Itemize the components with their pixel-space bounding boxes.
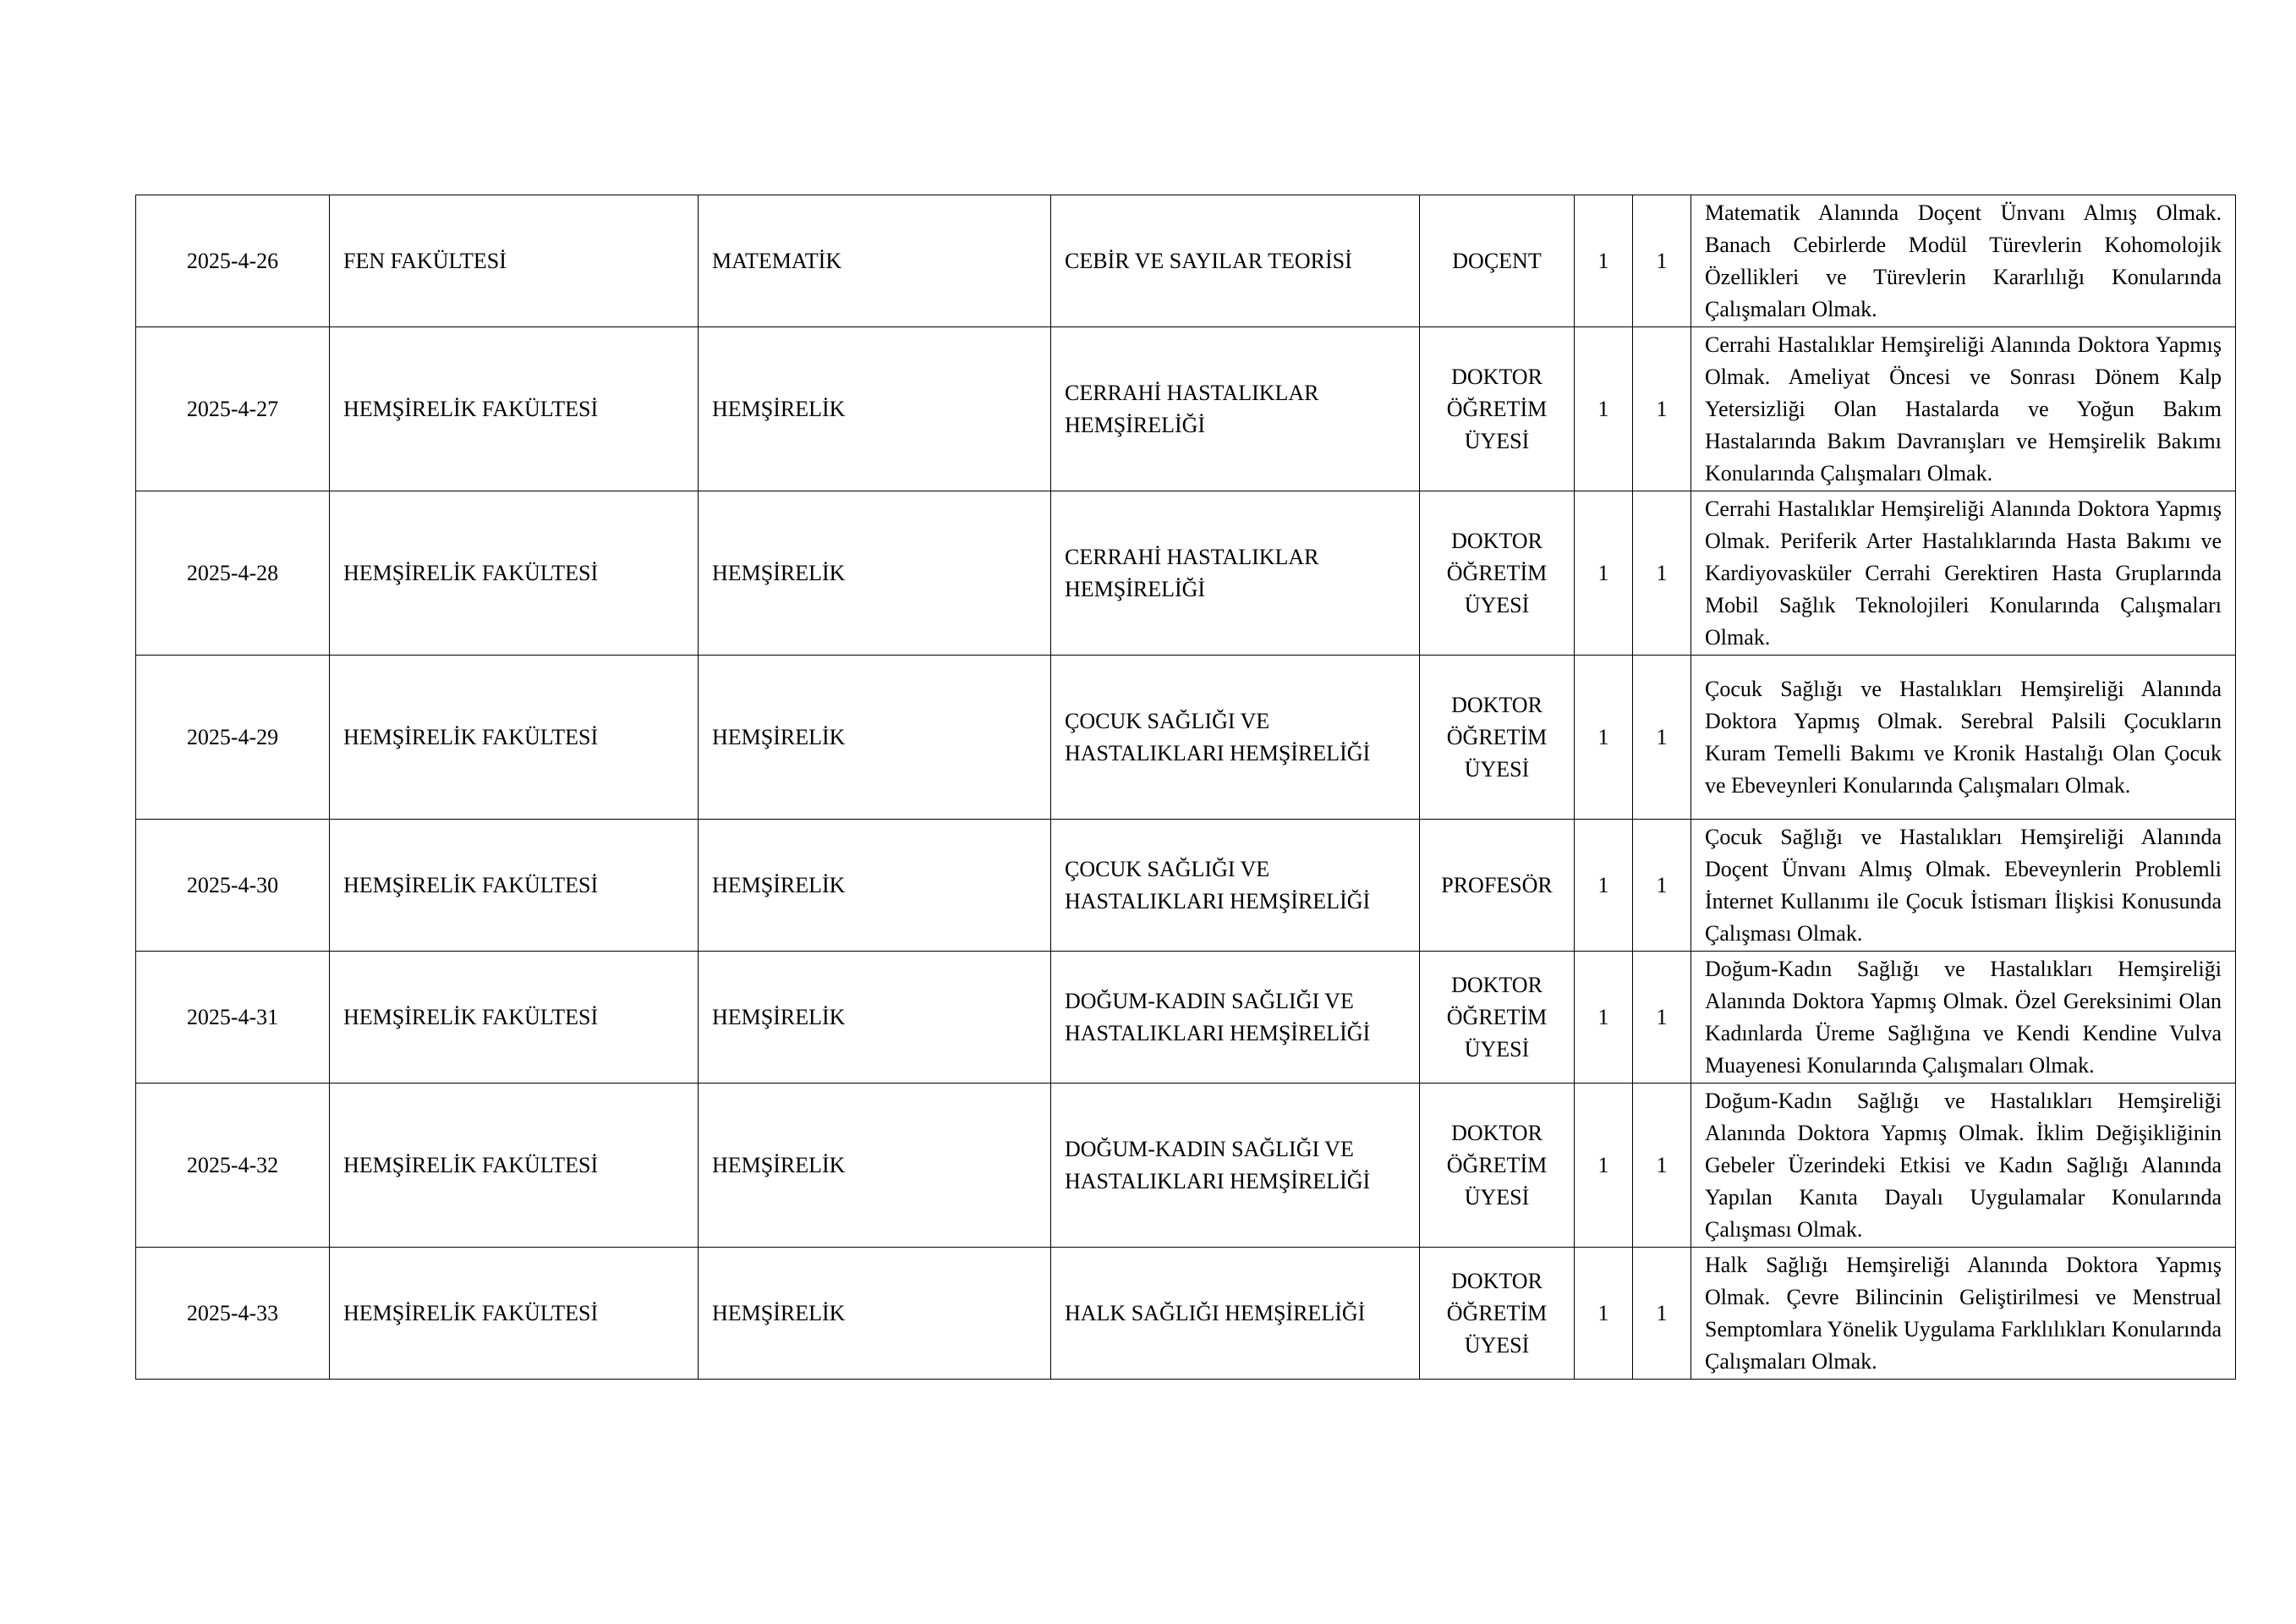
academic-title: DOÇENT xyxy=(1420,195,1575,327)
department-name: HEMŞİRELİK xyxy=(699,1248,1051,1380)
table-row xyxy=(136,952,2236,1084)
position-code: 2025-4-30 xyxy=(136,820,330,952)
faculty-name: HEMŞİRELİK FAKÜLTESİ xyxy=(330,656,699,820)
table-row xyxy=(136,820,2236,952)
department-name: HEMŞİRELİK xyxy=(699,952,1051,1084)
department-name: HEMŞİRELİK xyxy=(699,491,1051,656)
position-count: 1 xyxy=(1575,820,1633,952)
academic-title: PROFESÖR xyxy=(1420,820,1575,952)
subfield-name: ÇOCUK SAĞLIĞI VE HASTALIKLARI HEMŞİRELİĞİ xyxy=(1051,656,1420,820)
position-conditions: Doğum-Kadın Sağlığı ve Hastalıkları Hemşireliği Alanında Doktora Yapmış Olmak. İklim Değişikliğinin Gebeler Üzerindeki Etkisi ve Kadın Sağlığı Alanında Yapılan Kanıta Dayalı Uygulamalar Konularında Çalışması Olmak. xyxy=(1691,1084,2236,1248)
subfield-name: CERRAHİ HASTALIKLAR HEMŞİRELİĞİ xyxy=(1051,327,1420,491)
table-row xyxy=(136,327,2236,491)
department-name: MATEMATİK xyxy=(699,195,1051,327)
position-listing-table xyxy=(135,195,2236,1380)
academic-title: DOKTOR ÖĞRETİM ÜYESİ xyxy=(1420,1084,1575,1248)
table-row xyxy=(136,656,2236,820)
position-code: 2025-4-33 xyxy=(136,1248,330,1380)
faculty-name: FEN FAKÜLTESİ xyxy=(330,195,699,327)
position-count: 1 xyxy=(1575,656,1633,820)
subfield-name: DOĞUM-KADIN SAĞLIĞI VE HASTALIKLARI HEMŞİRELİĞİ xyxy=(1051,1084,1420,1248)
subfield-name: DOĞUM-KADIN SAĞLIĞI VE HASTALIKLARI HEMŞİRELİĞİ xyxy=(1051,952,1420,1084)
subfield-name: CERRAHİ HASTALIKLAR HEMŞİRELİĞİ xyxy=(1051,491,1420,656)
subfield-name: HALK SAĞLIĞI HEMŞİRELİĞİ xyxy=(1051,1248,1420,1380)
faculty-name: HEMŞİRELİK FAKÜLTESİ xyxy=(330,1084,699,1248)
position-conditions: Çocuk Sağlığı ve Hastalıkları Hemşireliği Alanında Doçent Ünvanı Almış Olmak. Ebeveynlerin Problemli İnternet Kullanımı ile Çocuk İstismarı İlişkisi Konusunda Çalışması Olmak. xyxy=(1691,820,2236,952)
position-count-secondary: 1 xyxy=(1633,820,1691,952)
subfield-name: ÇOCUK SAĞLIĞI VE HASTALIKLARI HEMŞİRELİĞİ xyxy=(1051,820,1420,952)
position-conditions: Halk Sağlığı Hemşireliği Alanında Doktora Yapmış Olmak. Çevre Bilincinin Geliştirilmesi ve Menstrual Semptomlara Yönelik Uygulama Farklılıkları Konularında Çalışmaları Olmak. xyxy=(1691,1248,2236,1380)
position-code: 2025-4-32 xyxy=(136,1084,330,1248)
faculty-name: HEMŞİRELİK FAKÜLTESİ xyxy=(330,491,699,656)
department-name: HEMŞİRELİK xyxy=(699,820,1051,952)
faculty-name: HEMŞİRELİK FAKÜLTESİ xyxy=(330,952,699,1084)
academic-title: DOKTOR ÖĞRETİM ÜYESİ xyxy=(1420,491,1575,656)
position-code: 2025-4-26 xyxy=(136,195,330,327)
position-count: 1 xyxy=(1575,1084,1633,1248)
position-count: 1 xyxy=(1575,491,1633,656)
position-count-secondary: 1 xyxy=(1633,491,1691,656)
position-code: 2025-4-27 xyxy=(136,327,330,491)
faculty-name: HEMŞİRELİK FAKÜLTESİ xyxy=(330,820,699,952)
position-count: 1 xyxy=(1575,195,1633,327)
department-name: HEMŞİRELİK xyxy=(699,656,1051,820)
position-conditions: Cerrahi Hastalıklar Hemşireliği Alanında Doktora Yapmış Olmak. Periferik Arter Hastalıklarında Hasta Bakımı ve Kardiyovasküler Cerrahi Gerektiren Hasta Gruplarında Mobil Sağlık Teknolojileri Konularında Çalışmaları Olmak. xyxy=(1691,491,2236,656)
position-code: 2025-4-28 xyxy=(136,491,330,656)
position-conditions: Cerrahi Hastalıklar Hemşireliği Alanında Doktora Yapmış Olmak. Ameliyat Öncesi ve Sonrası Dönem Kalp Yetersizliği Olan Hastalarda ve Yoğun Bakım Hastalarında Bakım Davranışları ve Hemşirelik Bakımı Konularında Çalışmaları Olmak. xyxy=(1691,327,2236,491)
position-count-secondary: 1 xyxy=(1633,1084,1691,1248)
position-listing-sheet xyxy=(135,195,2235,1380)
position-count: 1 xyxy=(1575,1248,1633,1380)
position-count-secondary: 1 xyxy=(1633,656,1691,820)
position-conditions: Matematik Alanında Doçent Ünvanı Almış Olmak. Banach Cebirlerde Modül Türevlerin Kohomolojik Özellikleri ve Türevlerin Kararlılığı Konularında Çalışmaları Olmak. xyxy=(1691,195,2236,327)
position-count-secondary: 1 xyxy=(1633,952,1691,1084)
position-conditions: Çocuk Sağlığı ve Hastalıkları Hemşireliği Alanında Doktora Yapmış Olmak. Serebral Palsili Çocukların Kuram Temelli Bakımı ve Kronik Hastalığı Olan Çocuk ve Ebeveynleri Konularında Çalışmaları Olmak. xyxy=(1691,656,2236,820)
position-code: 2025-4-29 xyxy=(136,656,330,820)
position-conditions: Doğum-Kadın Sağlığı ve Hastalıkları Hemşireliği Alanında Doktora Yapmış Olmak. Özel Gereksinimi Olan Kadınlarda Üreme Sağlığına ve Kendi Kendine Vulva Muayenesi Konularında Çalışmaları Olmak. xyxy=(1691,952,2236,1084)
position-count: 1 xyxy=(1575,952,1633,1084)
academic-title: DOKTOR ÖĞRETİM ÜYESİ xyxy=(1420,1248,1575,1380)
academic-title: DOKTOR ÖĞRETİM ÜYESİ xyxy=(1420,952,1575,1084)
faculty-name: HEMŞİRELİK FAKÜLTESİ xyxy=(330,1248,699,1380)
department-name: HEMŞİRELİK xyxy=(699,1084,1051,1248)
position-count-secondary: 1 xyxy=(1633,195,1691,327)
table-row xyxy=(136,1084,2236,1248)
faculty-name: HEMŞİRELİK FAKÜLTESİ xyxy=(330,327,699,491)
table-row xyxy=(136,491,2236,656)
position-code: 2025-4-31 xyxy=(136,952,330,1084)
table-row xyxy=(136,1248,2236,1380)
subfield-name: CEBİR VE SAYILAR TEORİSİ xyxy=(1051,195,1420,327)
academic-title: DOKTOR ÖĞRETİM ÜYESİ xyxy=(1420,656,1575,820)
table-row xyxy=(136,195,2236,327)
position-count: 1 xyxy=(1575,327,1633,491)
position-count-secondary: 1 xyxy=(1633,327,1691,491)
department-name: HEMŞİRELİK xyxy=(699,327,1051,491)
position-count-secondary: 1 xyxy=(1633,1248,1691,1380)
academic-title: DOKTOR ÖĞRETİM ÜYESİ xyxy=(1420,327,1575,491)
